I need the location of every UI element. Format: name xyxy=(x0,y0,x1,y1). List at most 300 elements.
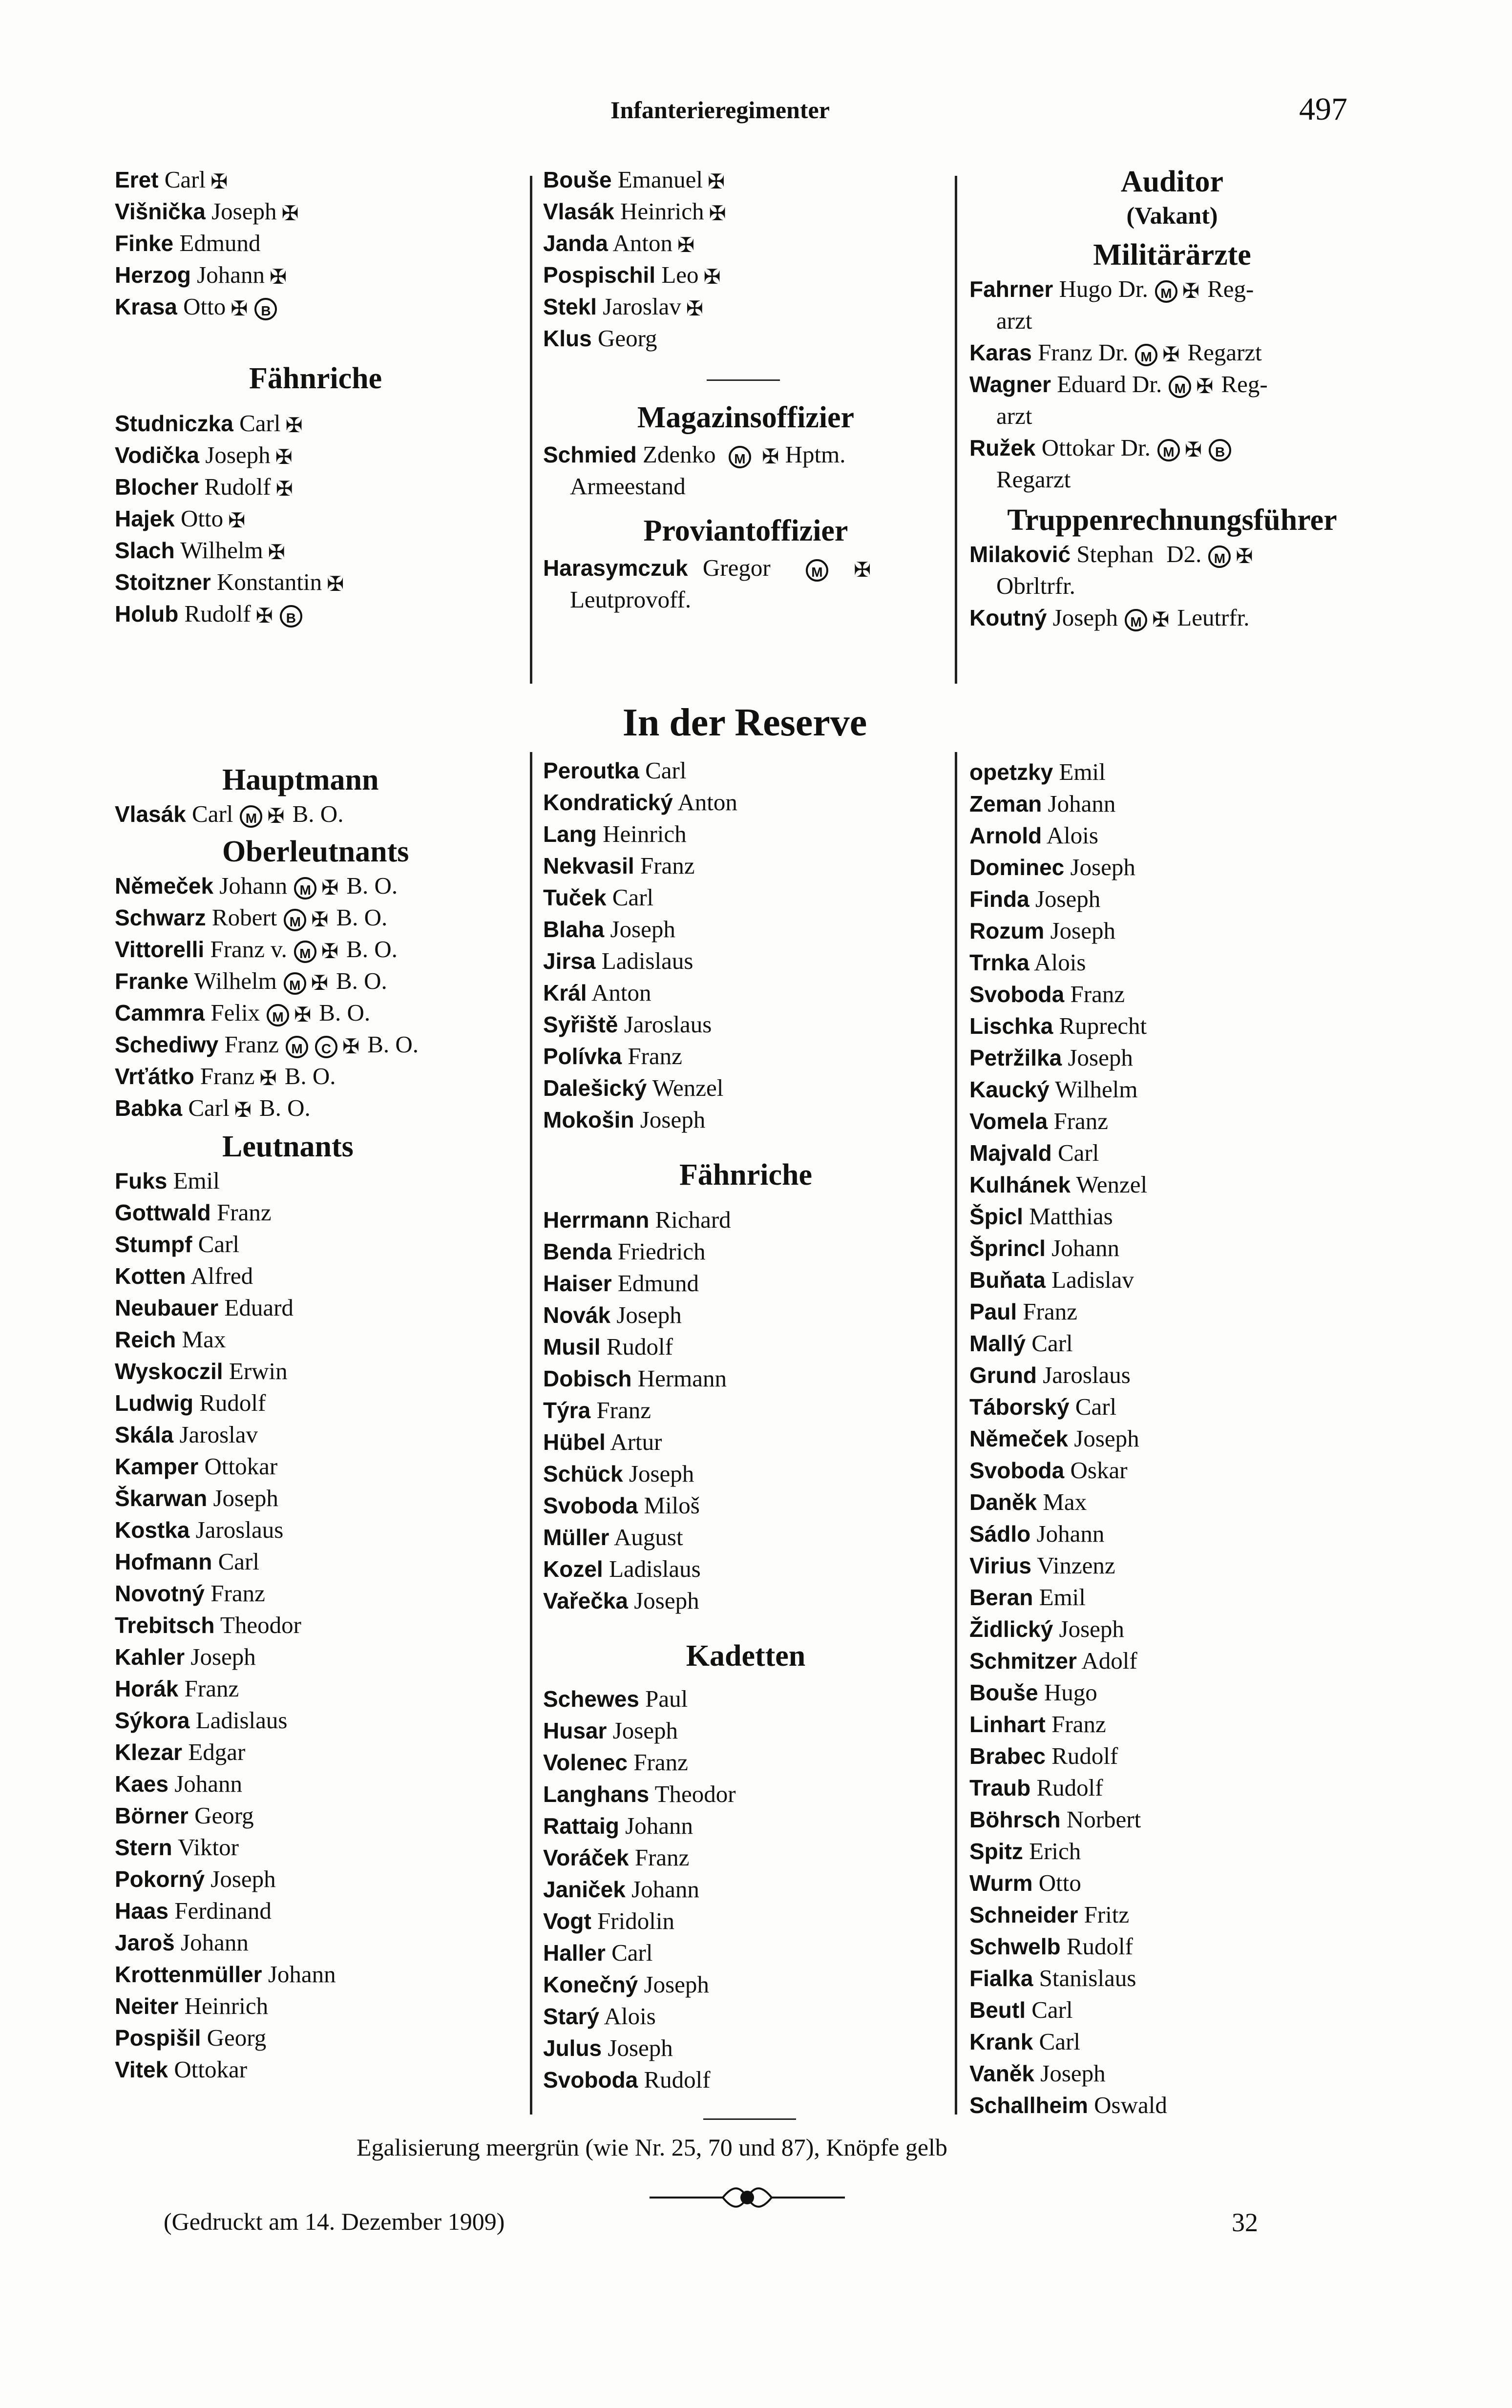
oberleutnant-entry xyxy=(115,870,520,901)
surname: Hofmann xyxy=(115,1549,212,1574)
divider xyxy=(707,379,780,381)
surname: Neiter xyxy=(115,1993,179,2019)
surname: Franke xyxy=(115,968,189,994)
given-name: Jaroslaus xyxy=(624,1011,712,1038)
surname: Trnka xyxy=(969,950,1029,975)
surname: Syřiště xyxy=(543,1012,618,1037)
given-name: Otto xyxy=(1038,1869,1081,1896)
section-heading-reserve: In der Reserve xyxy=(622,701,867,744)
given-name: Joseph xyxy=(213,1485,278,1511)
cross-medal-icon: ✠ xyxy=(1184,439,1202,461)
faehnrich-entry xyxy=(543,1362,948,1394)
kadett-entry xyxy=(543,2064,948,2095)
faehnrich-entry xyxy=(543,1553,948,1585)
given-name: Johann xyxy=(174,1770,243,1797)
leutnant-entry xyxy=(115,1831,520,1863)
reserve-entry xyxy=(543,818,948,850)
given-name: Georg xyxy=(597,325,657,352)
given-name: August xyxy=(614,1524,683,1550)
given-name: Heinrich xyxy=(603,820,687,847)
cross-medal-icon: ✠ xyxy=(311,908,329,931)
surname: Konečný xyxy=(543,1972,638,1997)
surname: Pokorný xyxy=(115,1866,205,1892)
militaerarzt-entry xyxy=(969,432,1375,463)
column-rule-top-left xyxy=(530,176,532,684)
given-name: Paul xyxy=(645,1685,688,1712)
given-name: Carl xyxy=(1031,1996,1073,2023)
surname: Škarwan xyxy=(115,1486,208,1511)
given-name: Ladislav xyxy=(1051,1266,1134,1293)
surname: Krank xyxy=(969,2029,1033,2054)
given-name: Joseph xyxy=(608,2034,673,2061)
surname: Vlasák xyxy=(543,199,614,224)
surname: Vodička xyxy=(115,442,199,468)
surname: Vomela xyxy=(969,1109,1048,1134)
given-name: Franz xyxy=(184,1675,239,1702)
given-name: Emil xyxy=(1059,758,1106,785)
surname: Virius xyxy=(969,1553,1031,1578)
surname: Milaković xyxy=(969,542,1071,567)
reserve-entry xyxy=(969,1296,1375,1327)
given-name: Wilhelm xyxy=(180,537,263,564)
proviantoffizier-note: Leutprovoff. xyxy=(570,586,692,613)
given-name: Alois xyxy=(1034,949,1086,976)
surname: Klus xyxy=(543,326,592,351)
reserve-entry xyxy=(543,754,948,786)
given-name: Jaroslav xyxy=(603,293,681,320)
given-name: Franz xyxy=(1070,981,1125,1007)
surname: Langhans xyxy=(543,1781,650,1807)
given-name: Johann xyxy=(197,261,265,288)
kadett-entry xyxy=(543,1715,948,1746)
faehnrich-entry xyxy=(543,1458,948,1489)
reserve-entry xyxy=(969,1549,1375,1581)
surname: Táborský xyxy=(969,1394,1070,1420)
given-name: Ruprecht xyxy=(1059,1012,1147,1039)
cross-medal-icon: ✠ xyxy=(321,940,339,963)
reserve-entry xyxy=(969,1105,1375,1137)
reserve-entry xyxy=(969,1359,1375,1391)
b-badge-icon: B xyxy=(280,605,302,628)
surname: Krottenmüller xyxy=(115,1962,262,1987)
surname: Cammra xyxy=(115,1000,205,1026)
reserve-entry xyxy=(969,1835,1375,1867)
surname: Grund xyxy=(969,1362,1037,1388)
cross-medal-icon: ✠ xyxy=(762,445,779,468)
militaerarzt-entry xyxy=(969,368,1375,400)
surname: Schmitzer xyxy=(969,1648,1077,1674)
faehnrich-entry xyxy=(115,503,520,534)
cross-medal-icon: ✠ xyxy=(854,559,871,582)
bottom-column-2 xyxy=(543,754,948,2095)
surname: Wurm xyxy=(969,1870,1033,1896)
given-name: Joseph xyxy=(205,441,271,468)
given-name: Franz xyxy=(224,1031,279,1058)
m-badge-icon: M xyxy=(1157,439,1180,461)
reserve-entry xyxy=(969,1676,1375,1708)
given-name: Ottokar xyxy=(174,2056,248,2083)
surname: Jirsa xyxy=(543,948,596,974)
surname: Blaha xyxy=(543,917,605,942)
surname: Zeman xyxy=(969,791,1042,817)
reserve-entry xyxy=(969,1518,1375,1549)
cross-medal-icon: ✠ xyxy=(1162,343,1180,366)
surname: Vitek xyxy=(115,2057,168,2082)
given-name: Georg xyxy=(194,1802,254,1829)
given-name: Carl xyxy=(611,1939,653,1966)
given-name: Richard xyxy=(655,1206,731,1233)
kadett-entry xyxy=(543,2000,948,2032)
surname: Němeček xyxy=(969,1426,1069,1451)
reserve-entry xyxy=(969,1264,1375,1296)
given-name: Franz xyxy=(640,852,695,879)
given-name: Rudolf xyxy=(204,473,271,500)
surname: Buňata xyxy=(969,1267,1046,1293)
surname: Lang xyxy=(543,821,597,847)
surname: Mallý xyxy=(969,1331,1026,1356)
surname: Kulhánek xyxy=(969,1172,1071,1197)
surname: Finke xyxy=(115,230,174,256)
given-name: Rudolf xyxy=(606,1333,673,1360)
surname: Schwarz xyxy=(115,905,206,930)
leutnant-entry xyxy=(115,1387,520,1419)
surname: Rattaig xyxy=(543,1813,619,1839)
surname: Vlasák xyxy=(115,801,186,827)
surname: Linhart xyxy=(969,1712,1046,1737)
given-name: Emanuel xyxy=(617,166,703,193)
surname: Kahler xyxy=(115,1644,185,1670)
cross-medal-icon: ✠ xyxy=(285,414,303,437)
reserve-entry xyxy=(969,1454,1375,1486)
given-name: Joseph xyxy=(1074,1425,1139,1452)
given-name: Carl xyxy=(164,166,206,193)
leutnant-entry xyxy=(115,1958,520,1990)
given-name: Ottokar xyxy=(204,1453,278,1480)
surname: Svoboda xyxy=(543,2067,638,2093)
given-name: Max xyxy=(1043,1488,1087,1515)
given-name: Stanislaus xyxy=(1039,1965,1136,1991)
surname: Svoboda xyxy=(969,1458,1065,1483)
auditor-vacant: (Vakant) xyxy=(1126,202,1218,229)
m-badge-icon: M xyxy=(294,941,316,963)
given-name: Hermann xyxy=(637,1365,727,1392)
surname: Schewes xyxy=(543,1686,639,1712)
reserve-entry xyxy=(969,1232,1375,1264)
bottom-column-1 xyxy=(115,762,520,2085)
surname: Petržilka xyxy=(969,1045,1062,1070)
given-name: Johann xyxy=(1051,1235,1120,1261)
surname: Dominec xyxy=(969,855,1065,880)
bottom-column-3 xyxy=(969,756,1375,2121)
given-name: Franz xyxy=(633,1749,688,1776)
given-name: Joseph xyxy=(1059,1615,1124,1642)
m-badge-icon: M xyxy=(267,1004,289,1026)
given-name: Joseph xyxy=(612,1717,678,1744)
surname: Skála xyxy=(115,1422,174,1447)
oberleutnant-entry xyxy=(115,933,520,965)
surname: Rozum xyxy=(969,918,1045,943)
cross-medal-icon: ✠ xyxy=(228,509,246,532)
running-head: Infanterieregimenter xyxy=(610,96,830,124)
surname: Janiček xyxy=(543,1877,626,1902)
faehnrich-entry xyxy=(543,1394,948,1426)
c-badge-icon: C xyxy=(315,1036,337,1058)
surname: Spitz xyxy=(969,1839,1023,1864)
surname: Haller xyxy=(543,1940,606,1966)
surname: Svoboda xyxy=(969,982,1065,1007)
leutnant-entry xyxy=(115,1990,520,2022)
reserve-entry xyxy=(969,1042,1375,1073)
surname: opetzky xyxy=(969,759,1053,785)
reserve-entry xyxy=(969,1391,1375,1423)
reserve-entry xyxy=(969,1740,1375,1772)
surname: Wagner xyxy=(969,372,1051,397)
faehnrich-entry xyxy=(543,1521,948,1553)
surname: Dalešický xyxy=(543,1075,647,1101)
given-name: Stephan xyxy=(1076,541,1154,567)
given-name: Carl xyxy=(612,884,654,911)
surname: Schediwy xyxy=(115,1032,219,1057)
cross-medal-icon: ✠ xyxy=(268,541,285,564)
faehnrich-entry xyxy=(543,1267,948,1299)
given-name: Franz Dr. xyxy=(1038,339,1129,366)
given-name: Norbert xyxy=(1066,1806,1141,1833)
reserve-entry xyxy=(969,819,1375,851)
surname: Julus xyxy=(543,2035,602,2061)
surname: Špicl xyxy=(969,1204,1023,1229)
oberleutnant-entry xyxy=(115,901,520,933)
officer-entry xyxy=(543,291,948,322)
given-name: Franz xyxy=(200,1063,255,1089)
given-name: Heinrich xyxy=(620,198,704,225)
reserve-entry xyxy=(969,1200,1375,1232)
surname: Hübel xyxy=(543,1429,606,1455)
leutnant-entry xyxy=(115,2053,520,2085)
reserve-entry xyxy=(969,946,1375,978)
ornament-icon xyxy=(650,2183,845,2212)
section-heading-oberleutnants: Oberleutnants xyxy=(222,835,409,868)
given-name: Johann xyxy=(219,872,288,899)
surname: Benda xyxy=(543,1239,612,1264)
faehnrich-entry xyxy=(543,1426,948,1458)
section-heading-faehnriche-reserve: Fähnriche xyxy=(679,1158,813,1192)
given-name: Joseph xyxy=(1052,604,1118,631)
surname: Slach xyxy=(115,538,175,563)
cross-medal-icon: ✠ xyxy=(709,202,726,225)
entry-continuation: Obrltrfr. xyxy=(996,572,1075,599)
given-name: Carl xyxy=(218,1548,259,1575)
oberleutnant-entry xyxy=(115,1028,520,1060)
given-name: Emil xyxy=(1039,1584,1086,1611)
surname: Hajek xyxy=(115,506,175,531)
kadett-entry xyxy=(543,1937,948,1968)
faehnrich-entry xyxy=(115,439,520,471)
reserve-entry xyxy=(969,2057,1375,2089)
officer-entry xyxy=(115,227,520,259)
given-name: Carl xyxy=(198,1231,240,1257)
surname: Wyskoczil xyxy=(115,1359,223,1384)
given-name: Franz xyxy=(596,1397,651,1424)
reserve-entry xyxy=(543,1104,948,1135)
rechnungsfuehrer-entry xyxy=(969,538,1375,570)
surname: Kamper xyxy=(115,1454,199,1479)
surname: Volenec xyxy=(543,1750,628,1775)
given-name: Friedrich xyxy=(617,1238,706,1265)
faehnrich-entry xyxy=(543,1331,948,1362)
given-name: Georg xyxy=(207,2024,267,2051)
surname: Kondratický xyxy=(543,790,673,815)
m-badge-icon: M xyxy=(1208,545,1231,568)
faehnrich-entry xyxy=(115,471,520,503)
leutnant-entry xyxy=(115,1704,520,1736)
surname: Polívka xyxy=(543,1044,622,1069)
cross-medal-icon: ✠ xyxy=(234,1099,252,1122)
given-name: Johann xyxy=(1036,1520,1105,1547)
cross-medal-icon: ✠ xyxy=(311,972,328,995)
given-name: Felix xyxy=(210,999,260,1026)
cross-medal-icon: ✠ xyxy=(294,1004,312,1026)
surname: Stekl xyxy=(543,294,597,319)
officer-entry xyxy=(543,227,948,259)
given-name: Johann xyxy=(625,1812,693,1839)
leutnant-entry xyxy=(115,1323,520,1355)
section-heading-hauptmann: Hauptmann xyxy=(222,763,379,796)
given-name: Joseph xyxy=(629,1460,694,1487)
cross-medal-icon: ✠ xyxy=(686,297,703,320)
surname: Novotný xyxy=(115,1581,205,1606)
officer-entry xyxy=(543,322,948,354)
given-name: Franz xyxy=(634,1844,690,1871)
section-heading-proviantoffizier: Proviantoffizier xyxy=(643,514,848,547)
kadett-entry xyxy=(543,1968,948,2000)
cross-medal-icon: ✠ xyxy=(703,266,721,289)
reserve-entry xyxy=(543,850,948,881)
given-name: Otto xyxy=(183,293,226,320)
militaerarzt-entry xyxy=(969,273,1375,305)
given-name: Franz xyxy=(210,1580,265,1607)
reserve-entry xyxy=(969,1169,1375,1200)
cross-medal-icon: ✠ xyxy=(267,805,285,828)
m-badge-icon: M xyxy=(284,909,306,931)
leutnant-entry xyxy=(115,1863,520,1895)
surname: Janda xyxy=(543,230,608,256)
officer-entry xyxy=(543,195,948,227)
faehnrich-entry xyxy=(543,1235,948,1267)
given-name: Heinrich xyxy=(184,1992,269,2019)
given-name: Carl xyxy=(1075,1393,1117,1420)
entry-suffix: B. O. xyxy=(319,999,371,1026)
surname: Stoitzner xyxy=(115,569,211,595)
entry-suffix: B. O. xyxy=(336,967,387,994)
top-column-1 xyxy=(115,164,520,629)
leutnant-entry xyxy=(115,1895,520,1926)
given-name: Edmund xyxy=(617,1270,699,1297)
given-name: Carl xyxy=(1039,2028,1081,2055)
given-name: Matthias xyxy=(1029,1203,1113,1230)
oberleutnant-entry xyxy=(115,997,520,1028)
given-name: Artur xyxy=(610,1428,662,1455)
surname: Schwelb xyxy=(969,1934,1061,1959)
given-name: Joseph xyxy=(1040,2060,1106,2087)
section-heading-truppenrechnungsfuehrer: Truppenrechnungsführer xyxy=(1007,503,1337,537)
reserve-entry xyxy=(543,977,948,1008)
oberleutnant-entry xyxy=(115,1060,520,1092)
given-name: Erich xyxy=(1029,1838,1081,1864)
given-name: Joseph xyxy=(1035,885,1101,912)
surname: Karas xyxy=(969,340,1032,365)
given-name: Johann xyxy=(181,1929,249,1956)
surname: Kotten xyxy=(115,1263,186,1289)
m-badge-icon: M xyxy=(240,805,262,828)
surname: Beran xyxy=(969,1585,1033,1610)
given-name: Alois xyxy=(1046,822,1098,849)
section-heading-militaeraerzte: Militärärzte xyxy=(1093,238,1251,272)
given-name: Fridolin xyxy=(597,1907,674,1934)
cross-medal-icon: ✠ xyxy=(281,202,299,225)
surname: Daněk xyxy=(969,1489,1037,1515)
surname: Pospischil xyxy=(543,262,656,288)
surname: Husar xyxy=(543,1718,607,1743)
reserve-entry xyxy=(543,945,948,977)
cross-medal-icon: ✠ xyxy=(231,297,248,320)
given-name: Franz xyxy=(1053,1108,1109,1134)
given-name: Anton xyxy=(677,789,737,816)
given-name: Emil xyxy=(173,1167,220,1194)
m-badge-icon: M xyxy=(1135,344,1157,366)
surname: Herrmann xyxy=(543,1207,650,1233)
surname: Vařečka xyxy=(543,1588,628,1613)
surname: Arnold xyxy=(969,823,1042,848)
leutnant-entry xyxy=(115,1609,520,1641)
leutnant-entry xyxy=(115,1800,520,1831)
given-name: Robert xyxy=(211,904,277,931)
faehnrich-entry xyxy=(543,1204,948,1235)
surname: Vrťátko xyxy=(115,1064,194,1089)
entry-suffix: B. O. xyxy=(292,800,344,827)
column-rule-bottom-right xyxy=(955,752,957,2115)
surname: Stern xyxy=(115,1835,172,1860)
given-name: Franz v. xyxy=(210,936,287,963)
given-name: Wilhelm xyxy=(194,967,277,994)
entry-suffix: Leutrfr. xyxy=(1177,604,1250,631)
reserve-entry xyxy=(969,1708,1375,1740)
given-name: Theodor xyxy=(654,1780,736,1807)
given-name: Joseph xyxy=(1070,854,1135,880)
top-column-3 xyxy=(969,164,1375,633)
leutnant-entry xyxy=(115,2022,520,2053)
surname: Dobisch xyxy=(543,1366,632,1391)
cross-medal-icon: ✠ xyxy=(327,573,344,596)
reserve-entry xyxy=(543,1040,948,1072)
surname: Klezar xyxy=(115,1739,183,1765)
surname: Fahrner xyxy=(969,276,1053,302)
given-name: Franz xyxy=(1051,1711,1106,1738)
entry-suffix: Reg- xyxy=(1207,275,1254,302)
militaerarzt-entry xyxy=(969,336,1375,368)
reserve-entry xyxy=(969,978,1375,1010)
surname: Jaroš xyxy=(115,1930,175,1955)
officer-entry xyxy=(115,195,520,227)
leutnant-entry xyxy=(115,1419,520,1450)
surname: Novák xyxy=(543,1302,611,1328)
cross-medal-icon: ✠ xyxy=(1182,280,1200,303)
given-name: Oskar xyxy=(1070,1457,1128,1484)
cross-medal-icon: ✠ xyxy=(269,266,287,289)
surname: Židlický xyxy=(969,1616,1053,1642)
given-name: Wilhelm xyxy=(1055,1076,1138,1103)
surname: Mokošin xyxy=(543,1107,634,1132)
surname: Blocher xyxy=(115,474,199,500)
